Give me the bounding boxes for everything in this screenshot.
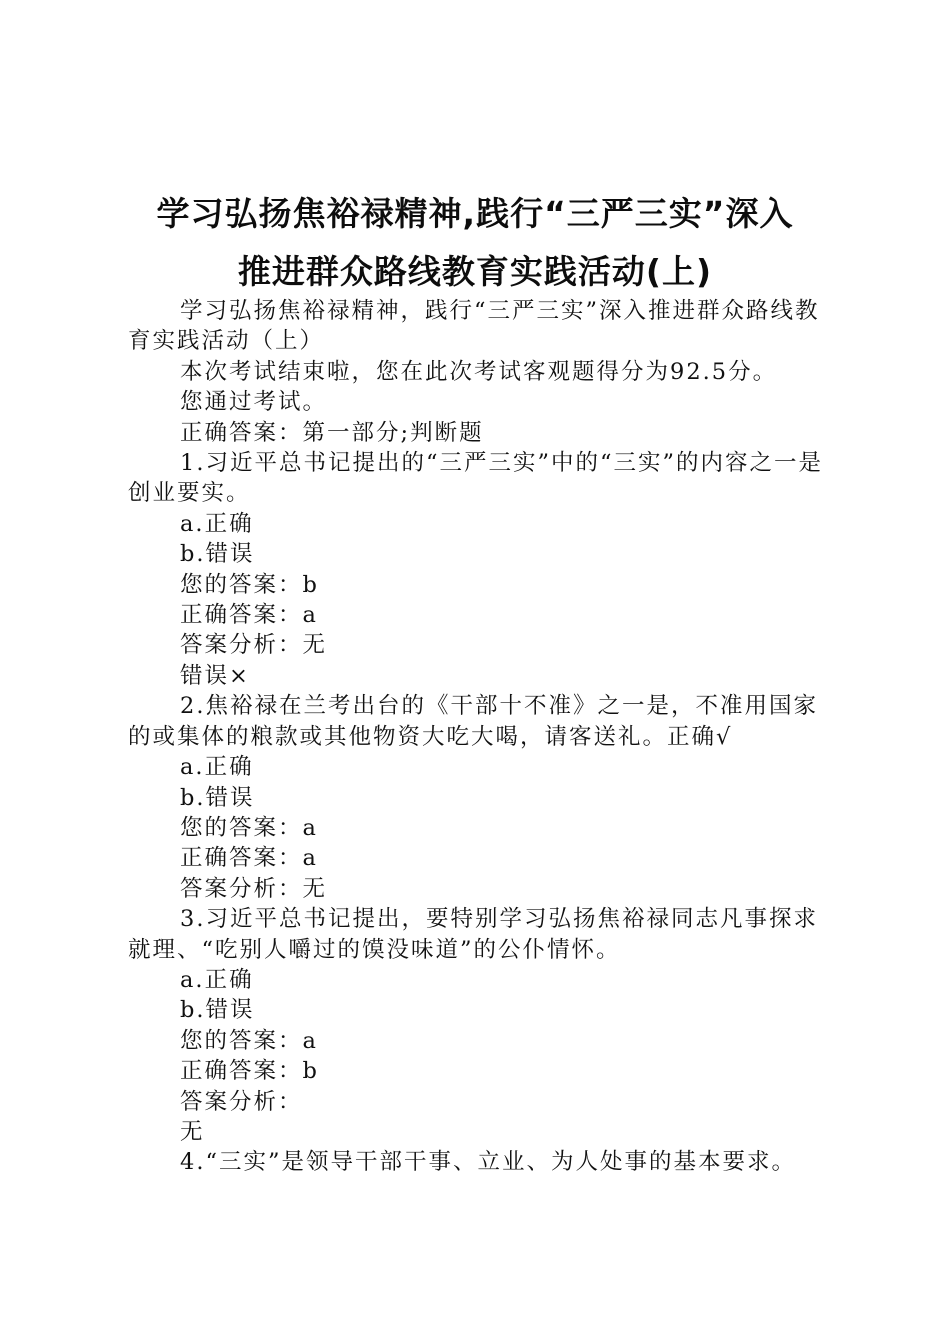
- your-answer: 您的答案：a: [180, 814, 318, 841]
- your-answer: 您的答案：b: [180, 571, 319, 598]
- option-b: b.错误: [180, 784, 255, 811]
- question-4: 4.“三实”是领导干部干事、立业、为人处事的基本要求。: [180, 1149, 796, 1176]
- answer-analysis: 答案分析：无: [180, 632, 328, 659]
- answer-analysis: 答案分析：: [180, 1088, 303, 1115]
- result-mark: 错误×: [180, 662, 250, 689]
- option-b: b.错误: [180, 541, 255, 568]
- answer-analysis: 答案分析：无: [180, 875, 328, 902]
- pass-line: 您通过考试。: [180, 389, 328, 416]
- question-2: 2.焦裕禄在兰考出台的《干部十不准》之一是，不准用国家的或集体的粮款或其他物资大吃大喝，请客送礼。正确√: [128, 693, 818, 750]
- section-heading: 正确答案：第一部分;判断题: [180, 419, 484, 446]
- option-a: a.正确: [180, 510, 254, 537]
- document-title-line-1: 学习弘扬焦裕禄精神,践行“三严三实”深入: [156, 194, 794, 233]
- score-line: 本次考试结束啦，您在此次考试客观题得分为92.5分。: [180, 358, 778, 385]
- question-1: 1.习近平总书记提出的“三严三实”中的“三实”的内容之一是创业要实。: [128, 450, 823, 507]
- correct-answer: 正确答案：b: [180, 1058, 319, 1085]
- intro-paragraph: 学习弘扬焦裕禄精神，践行“三严三实”深入推进群众路线教育实践活动（上）: [128, 298, 820, 355]
- correct-answer: 正确答案：a: [180, 602, 318, 629]
- document-body: [128, 296, 840, 1178]
- correct-answer: 正确答案：a: [180, 845, 318, 872]
- option-a: a.正确: [180, 754, 254, 781]
- answer-analysis-text: 无: [180, 1118, 205, 1145]
- question-3: 3.习近平总书记提出，要特别学习弘扬焦裕禄同志凡事探求就理、“吃别人嚼过的馍没味道”的公仆情怀。: [128, 906, 818, 963]
- your-answer: 您的答案：a: [180, 1027, 318, 1054]
- option-a: a.正确: [180, 966, 254, 993]
- document-title-line-2: 推进群众路线教育实践活动(上): [237, 252, 713, 291]
- option-b: b.错误: [180, 997, 255, 1024]
